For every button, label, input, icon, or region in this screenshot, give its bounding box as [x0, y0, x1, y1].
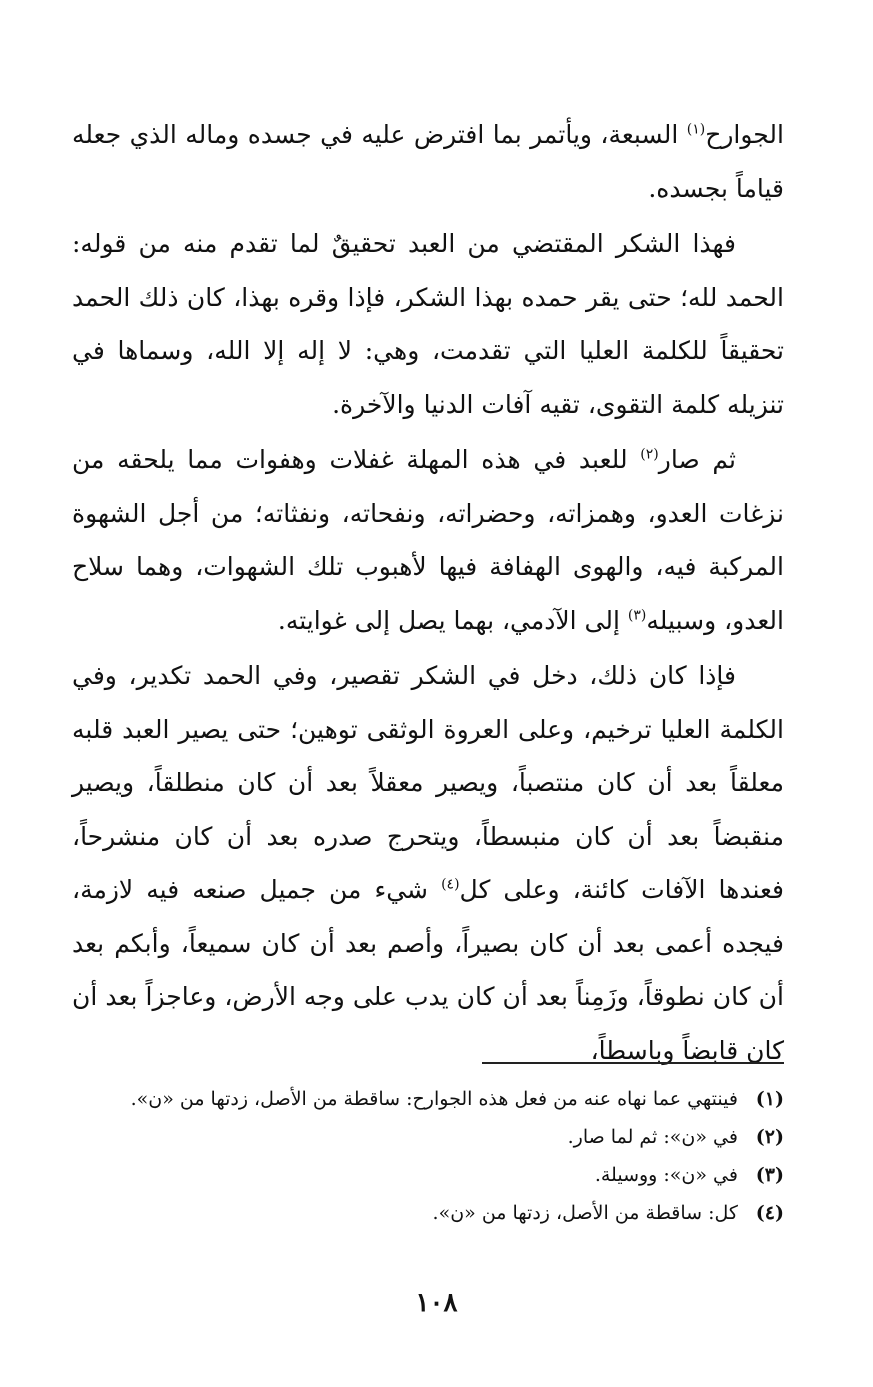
footnote-text: في «ن»: ووسيلة.: [594, 1164, 738, 1186]
text-run: إلى الآدمي، بهما يصل إلى غوايته.: [277, 605, 628, 635]
footnote-text: في «ن»: ثم لما صار.: [567, 1126, 738, 1148]
text-run: للعبد في هذه المهلة غفلات وهفوات مما يلحقه من نزغات العدو، وهمزاته، وحضراته، ونفحاته، ونفثاته؛ من أجل الشهوة المركبة فيه، والهوى الهفافة فيها لأهبوب تلك الشهوات، وهما سلاح العدو، وسبيله: [72, 445, 784, 635]
footnote-text: كل: ساقطة من الأصل، زدتها من «ن».: [432, 1202, 738, 1224]
footnote-2: [72, 1118, 784, 1156]
footnote-3: [72, 1156, 784, 1194]
text-run: الجوارح: [705, 120, 784, 149]
footnote-4: [72, 1194, 784, 1232]
footnote-number: (٤): [755, 1202, 784, 1224]
footnote-number: (٢): [755, 1126, 784, 1148]
footnote-ref-1[interactable]: (١): [686, 121, 706, 138]
main-text: [72, 108, 784, 1079]
text-run: ثم صار: [658, 445, 736, 474]
footnotes: [72, 1080, 784, 1232]
footnote-separator: [482, 1062, 784, 1064]
page-number: ١٠٨: [415, 1288, 458, 1318]
footnote-ref-3[interactable]: (٣): [627, 607, 647, 624]
text-run: فإذا كان ذلك، دخل في الشكر تقصير، وفي الحمد تكدير، وفي الكلمة العليا ترخيم، وعلى العروة الوثقى توهين؛ حتى يصير العبد قلبه معلقاً بعد أن كان منتصباً، ويصير معقلاً بعد أن كان منطلقاً، ويصير منقبضاً بعد أن كان منبسطاً، ويتحرج صدره بعد أن كان منشرحاً، فعندها الآفات كائنة، وعلى كل: [72, 661, 785, 904]
footnote-text: فينتهي عما نهاه عنه من فعل هذه الجوارح: ساقطة من الأصل، زدتها من «ن».: [130, 1088, 738, 1110]
paragraph-4: [72, 649, 784, 1077]
text-run: السبعة، ويأتمر بما افترض عليه في جسده وماله الذي جعله قياماً بجسده.: [72, 120, 784, 203]
text-run: شيء من جميل صنعه فيه لازمة، فيجده أعمى بعد أن كان بصيراً، وأصم بعد أن كان سميعاً، وأبكم بعد أن كان نطوقاً، وزَمِناً بعد أن كان يدب على وجه الأرض، وعاجزاً بعد أن كان قابضاً وباسطاً،: [72, 875, 784, 1065]
footnote-number: (٣): [755, 1164, 784, 1186]
footnote-1: [72, 1080, 784, 1118]
footnote-number: (١): [755, 1088, 784, 1110]
footnote-ref-2[interactable]: (٢): [640, 446, 659, 463]
paragraph-2: فهذا الشكر المقتضي من العبد تحقيقٌ لما تقدم منه من قوله: الحمد لله؛ حتى يقر حمده بهذا الشكر، فإذا وقره بهذا، كان ذلك الحمد تحقيقاً للكلمة العليا التي تقدمت، وهي: لا إله إلا الله، وسماها في تنزيله كلمة التقوى، تقيه آفات الدنيا والآخرة.: [72, 229, 784, 419]
footnote-ref-4[interactable]: (٤): [441, 876, 460, 893]
paragraph-3: [72, 433, 784, 647]
paragraph-1: [72, 108, 784, 215]
